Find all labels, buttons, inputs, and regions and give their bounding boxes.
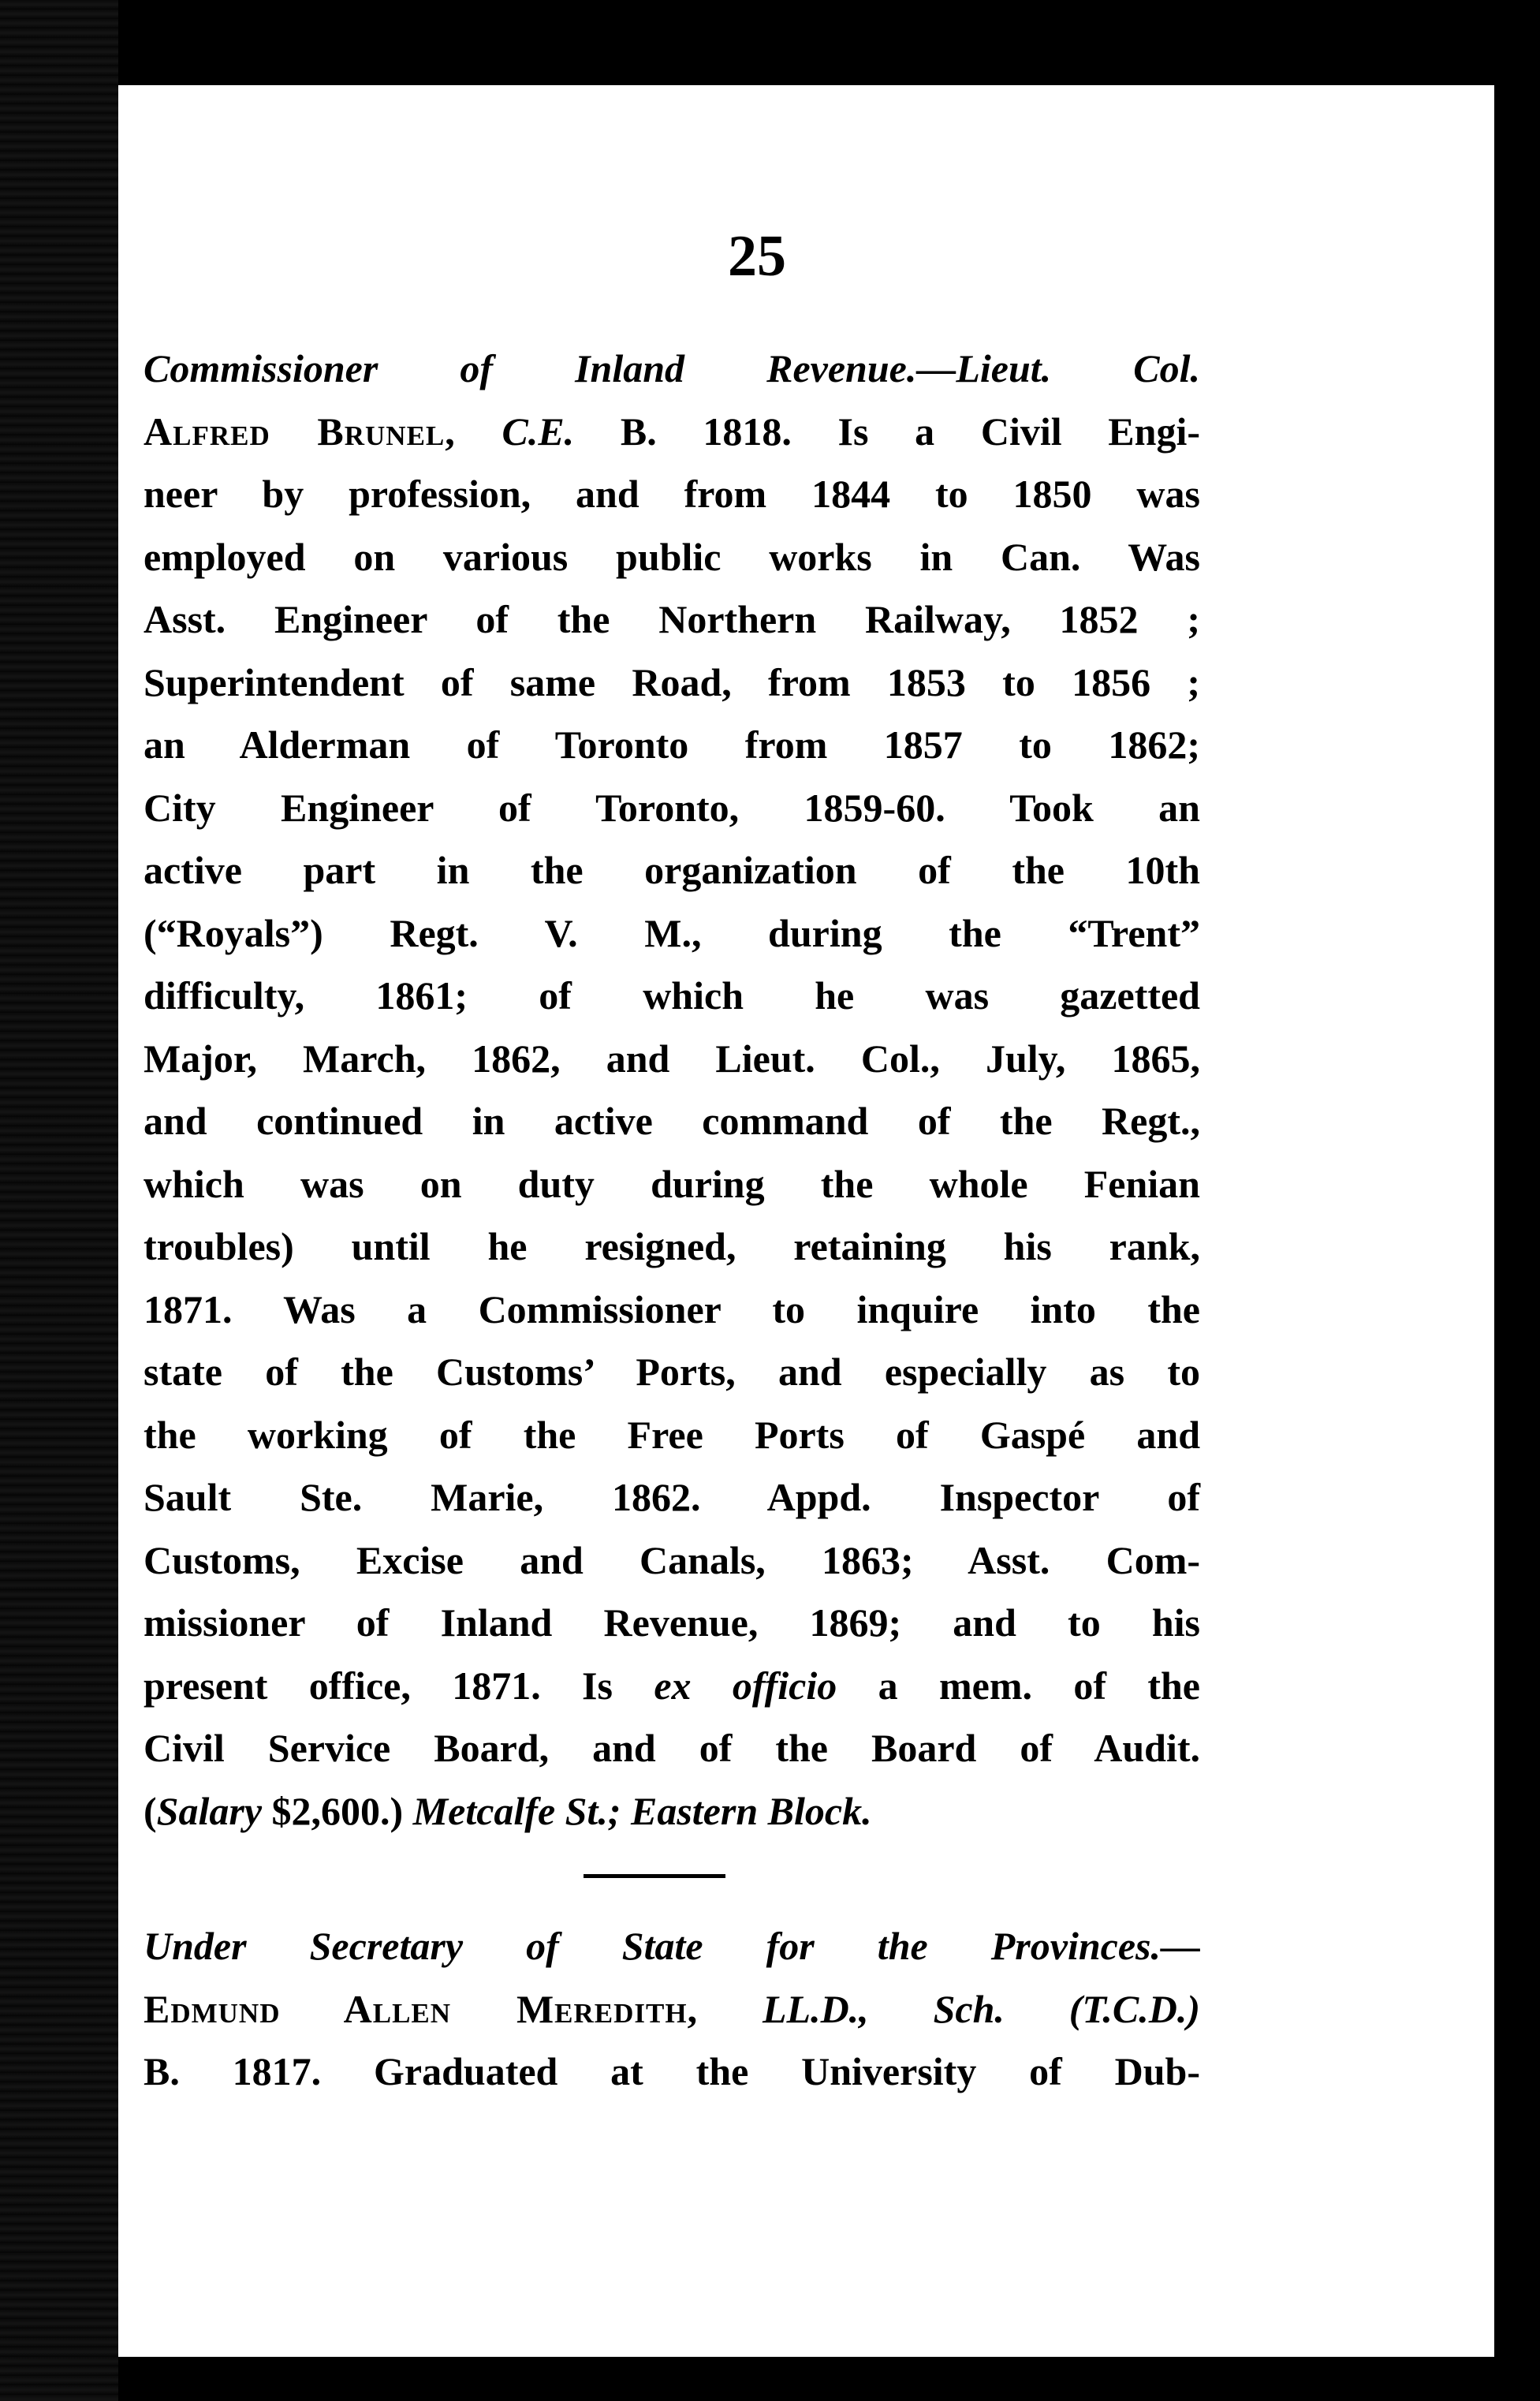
- entry-text-line: state of the Customs’ Ports, and especially as to: [144, 1350, 1200, 1394]
- entry-text-line: present office, 1871. Is: [144, 1663, 613, 1708]
- entry-text-line: which was on duty during the whole Fenian: [144, 1161, 1200, 1206]
- entry-text-line: an Alderman of Toronto from 1857 to 1862;: [144, 723, 1200, 767]
- salary-amount: $2,600.): [262, 1788, 404, 1833]
- entry-text-line: difficulty, 1861; of which he was gazetted: [144, 973, 1200, 1018]
- entry-under-secretary-provinces: [144, 1915, 1200, 2104]
- section-divider: [584, 1874, 725, 1878]
- entry-name: Edmund Allen Meredith,: [144, 1986, 699, 2031]
- entry-text-line: troubles) until he resigned, retaining his rank,: [144, 1224, 1200, 1268]
- entry-name: Alfred Brunel,: [144, 409, 456, 454]
- entry-text-line: City Engineer of Toronto, 1859-60. Took an: [144, 785, 1200, 830]
- entry-text-line: 1871. Was a Commissioner to inquire into the: [144, 1286, 1200, 1331]
- entry-text-line: B. 1818. Is a Civil Engi-: [574, 409, 1200, 454]
- entry-text-line: active part in the organization of the 10th: [144, 848, 1200, 892]
- salary-label: Salary: [156, 1788, 263, 1833]
- entry-text-line: Customs, Excise and Canals, 1863; Asst. Com-: [144, 1537, 1200, 1582]
- entry-credentials: LL.D., Sch. (T.C.D.): [762, 1986, 1200, 2031]
- ex-officio-text: ex officio: [654, 1663, 837, 1708]
- entry-text-line: and continued in active command of the Regt.,: [144, 1099, 1200, 1143]
- entry-text-line: employed on various public works in Can. Was: [144, 534, 1200, 579]
- entry-text-line: Asst. Engineer of the Northern Railway, 1852 ;: [144, 597, 1200, 641]
- entry-text-line: Civil Service Board, and of the Board of Audit.: [144, 1726, 1200, 1770]
- entry-text-line: Superintendent of same Road, from 1853 to 1856 ;: [144, 659, 1200, 704]
- entry-text-line: Major, March, 1862, and Lieut. Col., July, 1865,: [144, 1036, 1200, 1081]
- scan-gutter: [0, 0, 118, 2401]
- entry-heading: Under Secretary of State for the Provinces.—: [144, 1924, 1200, 1968]
- entry-text-line: neer by profession, and from 1844 to 1850 was: [144, 472, 1200, 516]
- entry-heading: Commissioner of Inland Revenue.—Lieut. Col.: [144, 346, 1200, 390]
- entry-text-line: missioner of Inland Revenue, 1869; and to his: [144, 1600, 1200, 1645]
- entry-credentials: C.E.: [502, 409, 575, 454]
- entry-address: Metcalfe St.; Eastern Block.: [412, 1788, 872, 1833]
- page-number: 25: [728, 224, 786, 289]
- entry-text-fragment: a mem. of the: [837, 1663, 1200, 1708]
- entry-text-line: (“Royals”) Regt. V. M., during the “Trent”: [144, 910, 1200, 955]
- entry-text-line: B. 1817. Graduated at the University of Dub-: [144, 2049, 1200, 2093]
- entry-text-line: Sault Ste. Marie, 1862. Appd. Inspector of: [144, 1475, 1200, 1519]
- entry-text-line: the working of the Free Ports of Gaspé and: [144, 1412, 1200, 1457]
- book-page: [118, 85, 1494, 2357]
- entry-commissioner-inland-revenue: Commissioner of Inland Revenue.—Lieut. Col. Alfred Brunel, C.E. B. 1818. Is a Civil Engi- neer by profession, and from 1844 to 1850 was employed on various public works in Can. Was Asst. Engineer of the Northern Railway, 1852 ; Superintendent of same Road, from 1853 to 1856 ; an Alderman of Toronto from 1857 to 1862; City Engineer of Toronto, 1859-60. Took an active part in the organization of the 10th (“Royals”) Regt. V. M., during the “Trent” difficulty, 1861; of which he was gazetted Major, March, 1862, and Lieut. Col., July, 1865, and continued in active command of the Regt., which was on duty during the whole Fenian troubles) until he resigned, retaining his rank, 1871. Was a Commissioner to inquire into the state of the Customs’ Ports, and especially as to the working of the Free Ports of Gaspé and Sault Ste. Marie, 1862. Appd. Inspector of Customs, Excise and Canals, 1863; Asst. Com- missioner of Inland Revenue, 1869; and to his present office, 1871. Is ex officio a mem. of the Civil Service Board, and of the Board of Audit. (Salary $2,600.) Metcalfe St.; Eastern Block.: [144, 346, 1200, 1833]
